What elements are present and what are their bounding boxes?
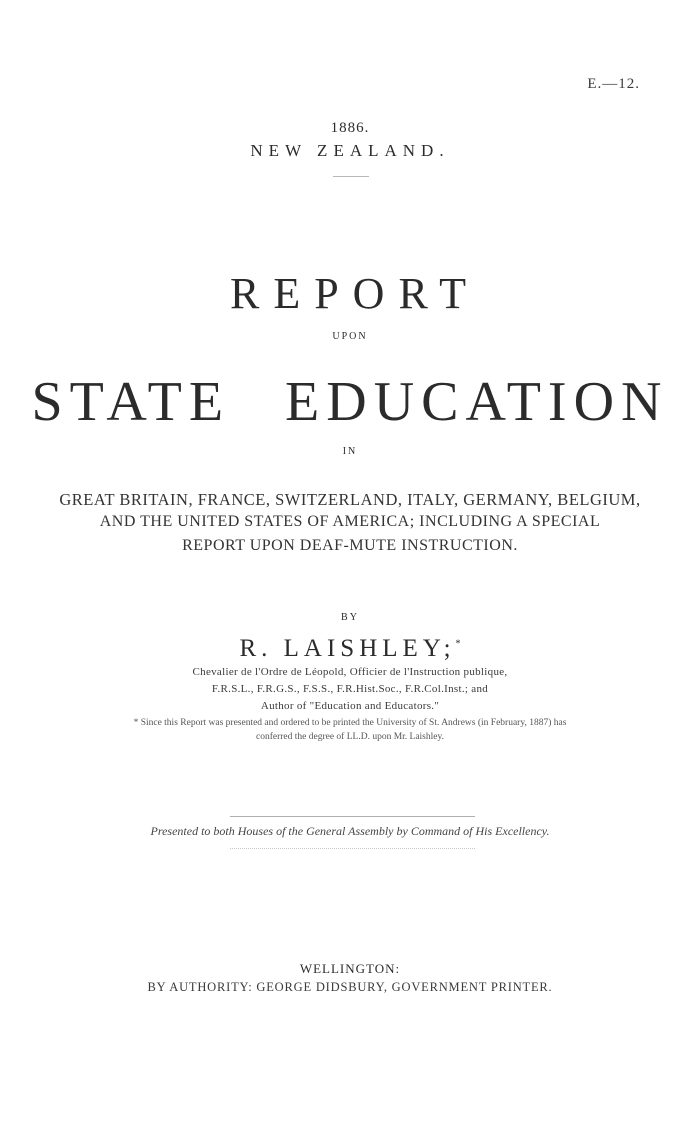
countries-line: AND THE UNITED STATES OF AMERICA; INCLUDING A SPECIAL xyxy=(99,513,601,530)
by-label: BY xyxy=(341,612,359,623)
divider xyxy=(333,176,369,177)
author-text: R. LAISHLEY; xyxy=(239,635,456,662)
subject-title: STATE EDUCATION xyxy=(31,371,669,433)
divider xyxy=(230,848,475,849)
footnote: conferred the degree of LL.D. upon Mr. Laishley. xyxy=(256,732,444,742)
countries-line: REPORT UPON DEAF-MUTE INSTRUCTION. xyxy=(182,537,518,554)
author-credentials: F.R.S.L., F.R.G.S., F.S.S., F.R.Hist.Soc., F.R.Col.Inst.; and xyxy=(211,683,489,695)
report-title: REPORT xyxy=(229,269,481,318)
document-number: E.—12. xyxy=(587,76,640,92)
author-credentials: Chevalier de l'Ordre de Léopold, Officier de l'Instruction publique, xyxy=(192,666,508,678)
author-name xyxy=(0,635,700,663)
footnote-mark: * xyxy=(455,638,461,650)
in-label: IN xyxy=(342,446,358,457)
author-credentials: Author of "Education and Educators." xyxy=(260,700,440,712)
presented-statement: Presented to both Houses of the General Assembly by Command of His Excellency. xyxy=(150,824,550,838)
imprint-city: WELLINGTON: xyxy=(299,961,401,976)
footnote: * Since this Report was presented and ordered to be printed the University of St. Andrews (in February, 1887) has xyxy=(133,718,567,728)
imprint-printer: BY AUTHORITY: GEORGE DIDSBURY, GOVERNMENT PRINTER. xyxy=(147,980,553,994)
countries-line: GREAT BRITAIN, FRANCE, SWITZERLAND, ITALY, GERMANY, BELGIUM, xyxy=(59,490,641,509)
year: 1886. xyxy=(330,120,370,136)
upon-label: UPON xyxy=(332,331,368,342)
country: NEW ZEALAND. xyxy=(250,141,450,160)
divider xyxy=(230,816,475,817)
